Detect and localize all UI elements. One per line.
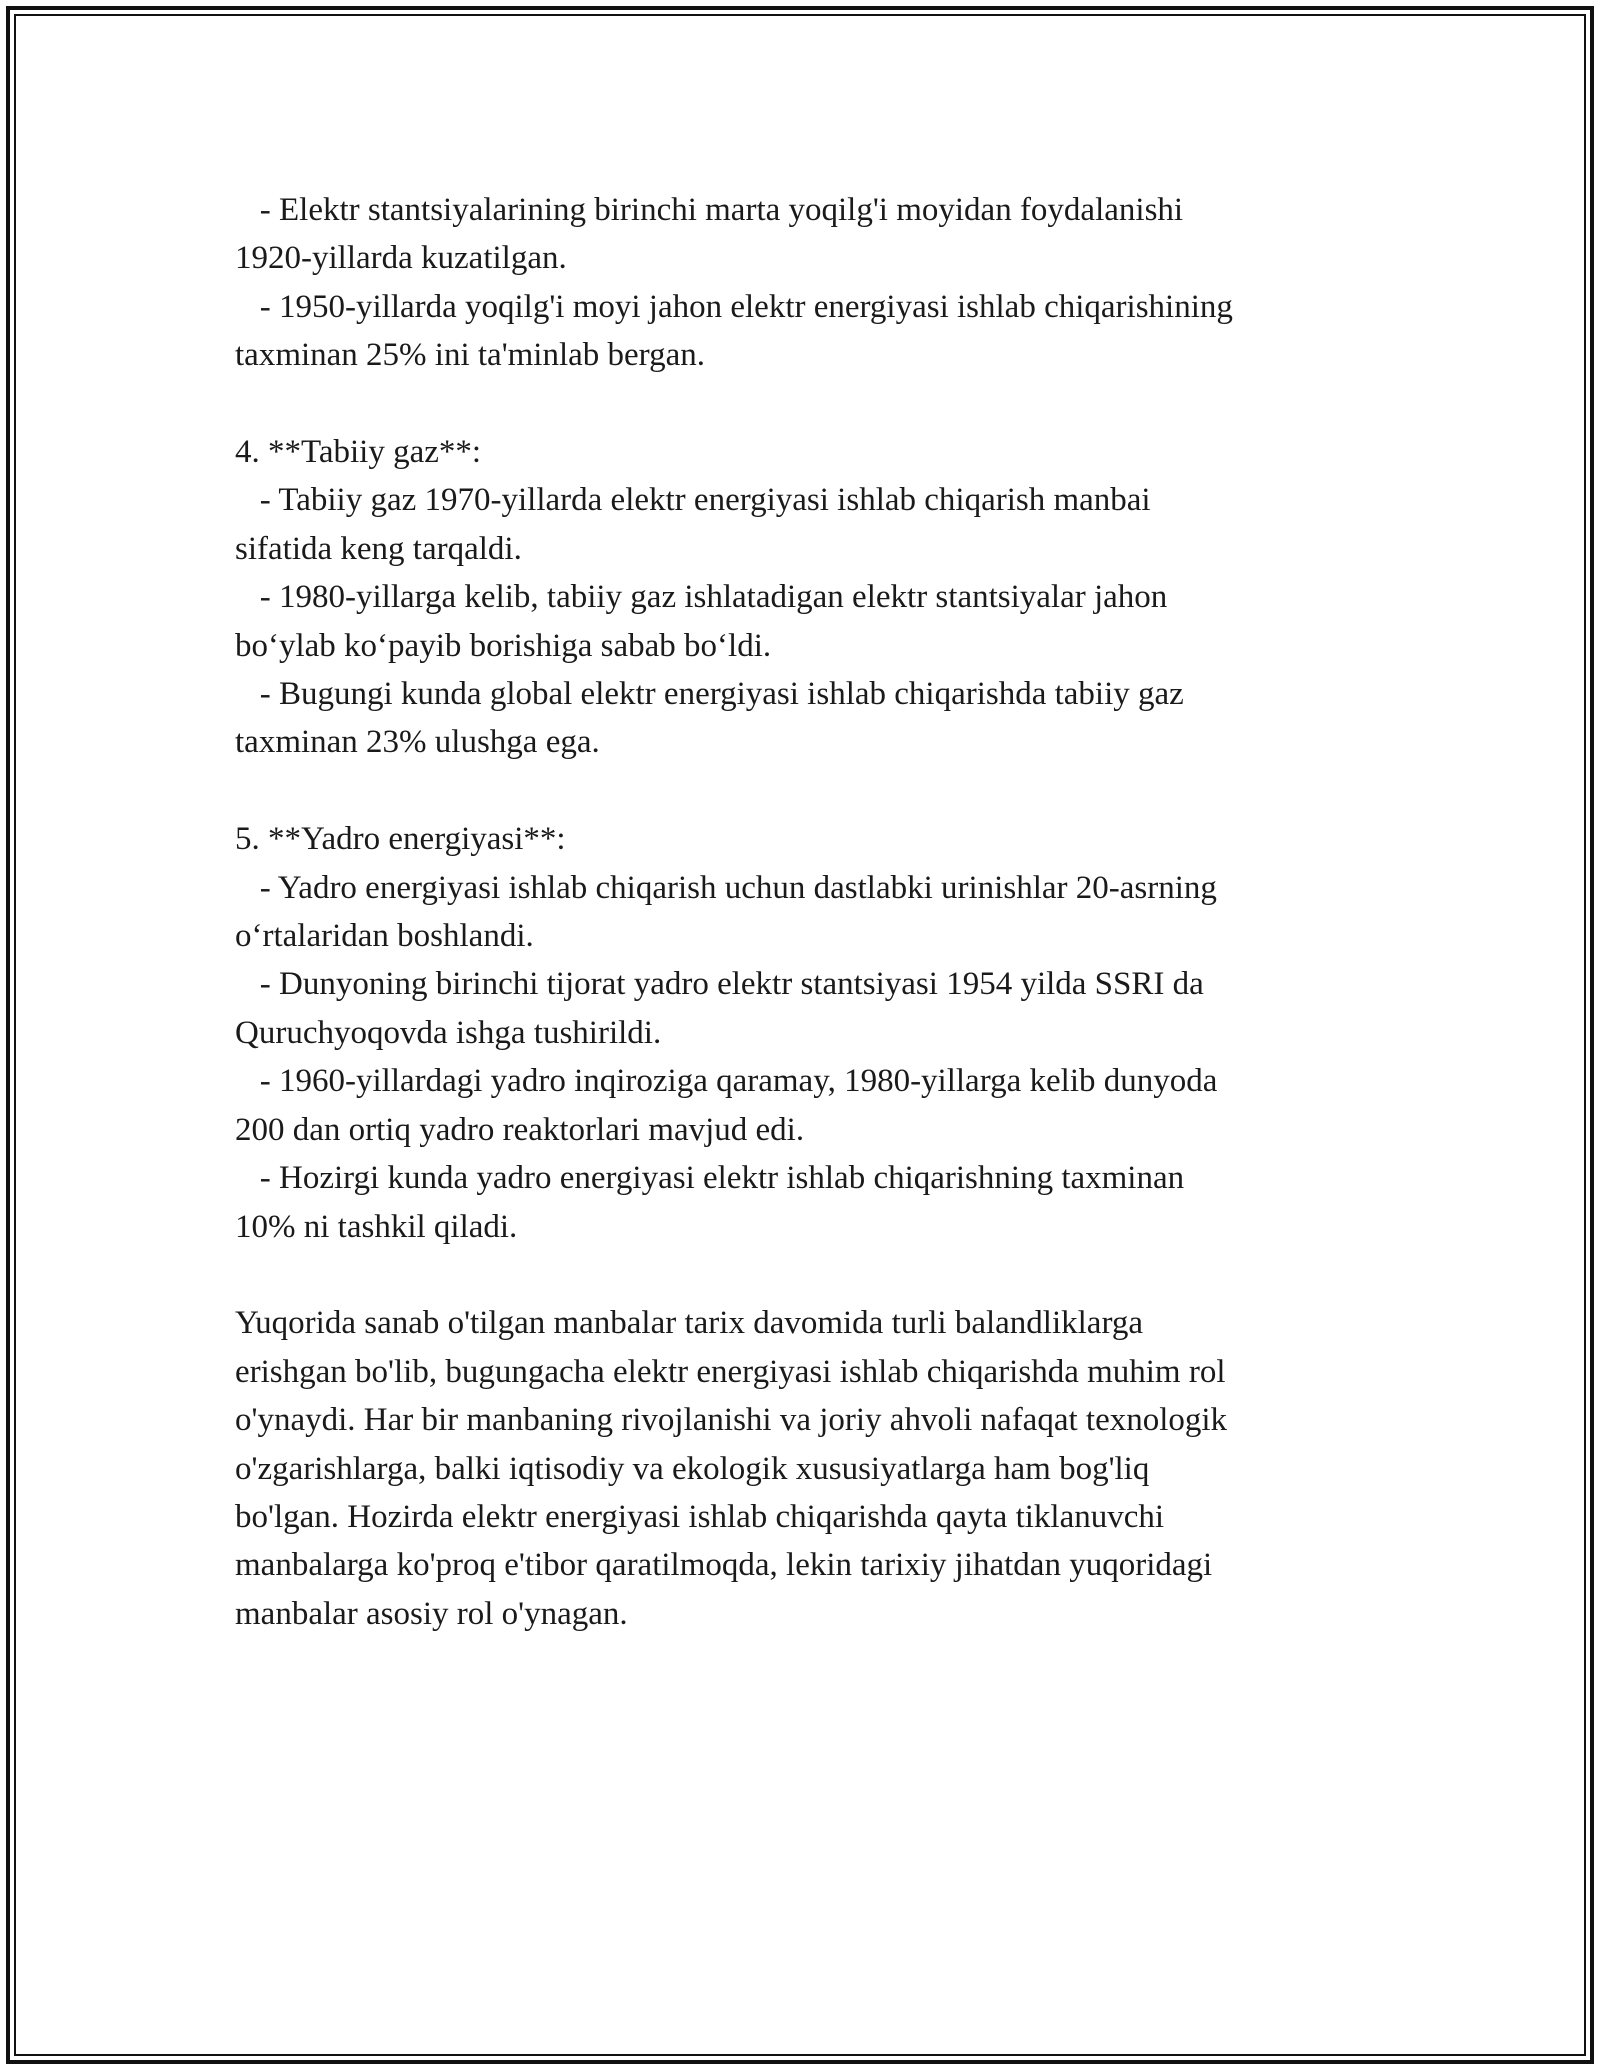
text-line: - 1980-yillarga kelib, tabiiy gaz ishlatadigan elektr stantsiyalar jahon: [235, 579, 1168, 616]
text-line: Quruchyoqovda ishga tushirildi.: [235, 1014, 662, 1051]
text-line: taxminan 25% ini ta'minlab bergan.: [235, 337, 705, 374]
paragraph-line: manbalarga ko'proq e'tibor qaratilmoqda, lekin tarixiy jihatdan yuqoridagi: [235, 1547, 1213, 1584]
text-line: 1920-yillarda kuzatilgan.: [235, 240, 567, 277]
text-line: - Hozirgi kunda yadro energiyasi elektr ishlab chiqarishning taxminan: [235, 1160, 1185, 1197]
section-heading: 4. **Tabiiy gaz**:: [235, 434, 482, 471]
text-line: 200 dan ortiq yadro reaktorlari mavjud edi.: [235, 1111, 805, 1148]
text-line: - Dunyoning birinchi tijorat yadro elektr stantsiyasi 1954 yilda SSRI da: [235, 966, 1204, 1003]
paragraph-line: bo'lgan. Hozirda elektr energiyasi ishlab chiqarishda qayta tiklanuvchi: [235, 1498, 1165, 1535]
text-line: 10% ni tashkil qiladi.: [235, 1208, 518, 1245]
blank-line: [235, 767, 1385, 815]
text-line: o‘rtalaridan boshlandi.: [235, 918, 534, 955]
text-line: - Elektr stantsiyalarining birinchi marta yoqilg'i moyidan foydalanishi: [235, 192, 1184, 228]
paragraph-line: erishgan bo'lib, bugungacha elektr energiyasi ishlab chiqarishda muhim rol: [235, 1353, 1226, 1390]
paragraph-line: o'ynaydi. Har bir manbaning rivojlanishi va joriy ahvoli nafaqat texnologik: [235, 1402, 1228, 1439]
text-line: sifatida keng tarqaldi.: [235, 530, 522, 567]
text-line: - Yadro energiyasi ishlab chiqarish uchun dastlabki urinishlar 20-asrning: [235, 869, 1217, 906]
text-line: taxminan 23% ulushga ega.: [235, 724, 600, 761]
text-line: - Tabiiy gaz 1970-yillarda elektr energiyasi ishlab chiqarish manbai: [235, 482, 1151, 519]
paragraph-line: o'zgarishlarga, balki iqtisodiy va ekologik xususiyatlarga ham bog'liq: [235, 1450, 1150, 1487]
text-line: - Bugungi kunda global elektr energiyasi ishlab chiqarishda tabiiy gaz: [235, 676, 1184, 713]
blank-line: [235, 1251, 1385, 1299]
paragraph-line: Yuqorida sanab o'tilgan manbalar tarix davomida turli balandliklarga: [235, 1305, 1143, 1342]
document-body: [235, 186, 1385, 1638]
blank-line: [235, 380, 1385, 428]
paragraph-line: manbalar asosiy rol o'ynagan.: [235, 1595, 628, 1632]
text-line: bo‘ylab ko‘payib borishiga sabab bo‘ldi.: [235, 627, 772, 664]
section-heading: 5. **Yadro energiyasi**:: [235, 821, 566, 858]
text-line: - 1950-yillarda yoqilg'i moyi jahon elektr energiyasi ishlab chiqarishining: [235, 288, 1233, 325]
text-line: - 1960-yillardagi yadro inqiroziga qaramay, 1980-yillarga kelib dunyoda: [235, 1063, 1218, 1100]
